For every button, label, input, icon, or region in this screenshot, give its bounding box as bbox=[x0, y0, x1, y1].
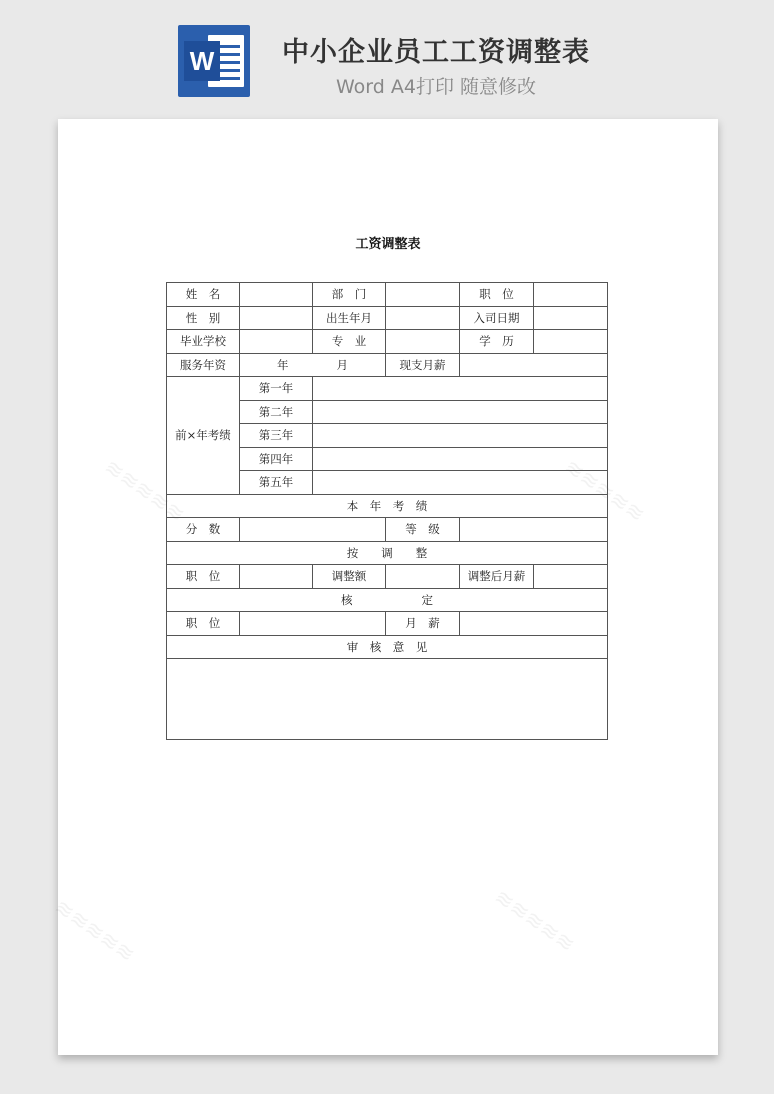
field-birth-date[interactable] bbox=[386, 306, 460, 330]
section-review-opinion: 审 核 意 见 bbox=[167, 635, 608, 659]
word-icon bbox=[178, 25, 250, 97]
section-approve: 核 定 bbox=[167, 588, 608, 612]
table-row bbox=[167, 541, 608, 565]
section-adjust-by: 按 调 整 bbox=[167, 541, 608, 565]
field-adjusted-salary[interactable] bbox=[534, 565, 608, 589]
label-grade: 等 级 bbox=[386, 518, 460, 542]
field-year3[interactable] bbox=[313, 424, 608, 448]
field-approved-position[interactable] bbox=[240, 612, 386, 636]
table-row bbox=[167, 635, 608, 659]
label-year1: 第一年 bbox=[240, 377, 313, 401]
label-join-date: 入司日期 bbox=[460, 306, 534, 330]
field-year4[interactable] bbox=[313, 447, 608, 471]
label-school: 毕业学校 bbox=[167, 330, 240, 354]
field-grade[interactable] bbox=[460, 518, 608, 542]
field-year1[interactable] bbox=[313, 377, 608, 401]
section-this-year-performance: 本 年 考 绩 bbox=[167, 494, 608, 518]
label-year5: 第五年 bbox=[240, 471, 313, 495]
table-row bbox=[167, 518, 608, 542]
field-position[interactable] bbox=[534, 283, 608, 307]
label-department: 部 门 bbox=[313, 283, 386, 307]
label-approved-position: 职 位 bbox=[167, 612, 240, 636]
watermark: ≋≋≋≋≋ bbox=[99, 454, 190, 529]
label-birth-date: 出生年月 bbox=[313, 306, 386, 330]
document-page bbox=[49, 119, 718, 1055]
field-service-years[interactable] bbox=[240, 353, 386, 377]
field-review-opinion[interactable] bbox=[167, 659, 608, 740]
salary-adjustment-table bbox=[166, 282, 608, 740]
year-unit: 年 bbox=[277, 357, 289, 372]
field-current-salary[interactable] bbox=[460, 353, 608, 377]
label-year3: 第三年 bbox=[240, 424, 313, 448]
field-major[interactable] bbox=[386, 330, 460, 354]
label-adjusted-salary: 调整后月薪 bbox=[460, 565, 534, 589]
label-year4: 第四年 bbox=[240, 447, 313, 471]
watermark: ≋≋≋≋≋ bbox=[489, 884, 580, 959]
field-year5[interactable] bbox=[313, 471, 608, 495]
month-unit: 月 bbox=[336, 357, 348, 372]
table-row bbox=[167, 306, 608, 330]
label-score: 分 数 bbox=[167, 518, 240, 542]
label-current-salary: 现支月薪 bbox=[386, 353, 460, 377]
field-year2[interactable] bbox=[313, 400, 608, 424]
label-education: 学 历 bbox=[460, 330, 534, 354]
document-title: 工资调整表 bbox=[355, 237, 421, 252]
label-position: 职 位 bbox=[460, 283, 534, 307]
table-row bbox=[167, 588, 608, 612]
table-row bbox=[167, 353, 608, 377]
watermark: ≋≋≋≋≋ bbox=[49, 894, 140, 969]
label-adjust-amount: 调整额 bbox=[313, 565, 386, 589]
table-row bbox=[167, 494, 608, 518]
label-major: 专 业 bbox=[313, 330, 386, 354]
field-gender[interactable] bbox=[240, 306, 313, 330]
label-name: 姓 名 bbox=[167, 283, 240, 307]
label-prev-performance: 前×年考绩 bbox=[167, 377, 240, 495]
page-title: 中小企业员工工资调整表 bbox=[282, 37, 590, 68]
field-name[interactable] bbox=[240, 283, 313, 307]
table-row bbox=[167, 377, 608, 401]
table-row bbox=[167, 283, 608, 307]
field-adjust-position[interactable] bbox=[240, 565, 313, 589]
field-monthly-salary[interactable] bbox=[460, 612, 608, 636]
word-letter: W bbox=[184, 41, 220, 81]
label-monthly-salary: 月 薪 bbox=[386, 612, 460, 636]
label-adjust-position: 职 位 bbox=[167, 565, 240, 589]
label-year2: 第二年 bbox=[240, 400, 313, 424]
field-join-date[interactable] bbox=[534, 306, 608, 330]
table-row bbox=[167, 612, 608, 636]
table-row bbox=[167, 565, 608, 589]
field-education[interactable] bbox=[534, 330, 608, 354]
field-adjust-amount[interactable] bbox=[386, 565, 460, 589]
table-row bbox=[167, 659, 608, 740]
header bbox=[0, 0, 774, 110]
page-subtitle: Word A4打印 随意修改 bbox=[335, 76, 536, 98]
label-gender: 性 别 bbox=[167, 306, 240, 330]
table-row bbox=[167, 330, 608, 354]
label-service-years: 服务年资 bbox=[167, 353, 240, 377]
field-school[interactable] bbox=[240, 330, 313, 354]
watermark: ≋≋≋≋≋ bbox=[559, 454, 650, 529]
field-department[interactable] bbox=[386, 283, 460, 307]
field-score[interactable] bbox=[240, 518, 386, 542]
